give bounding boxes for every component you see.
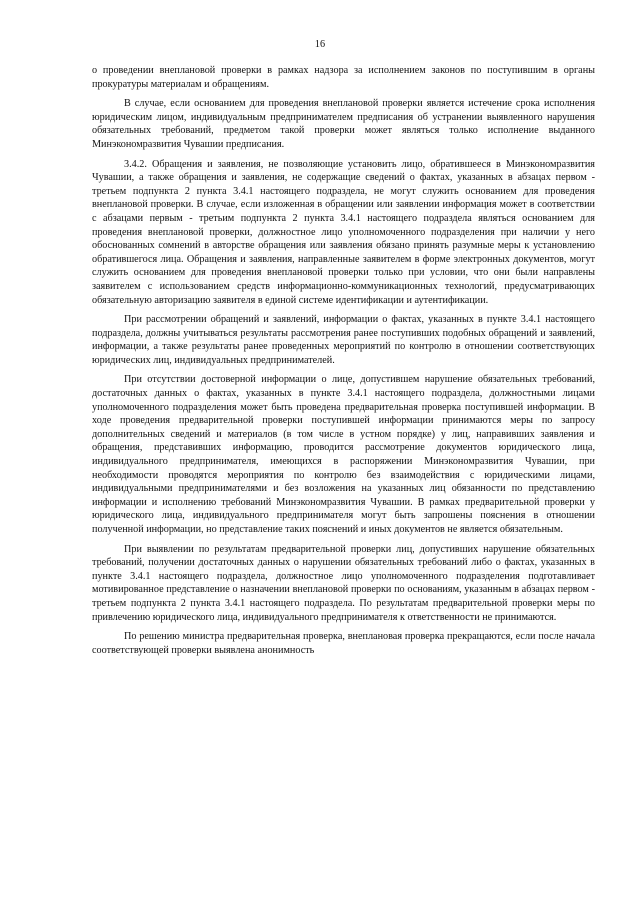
paragraph: о проведении внеплановой проверки в рамках надзора за исполнением законов по поступившим в органы прокуратуры материалам и обращениям. [92, 65, 595, 90]
document-body [92, 64, 595, 663]
paragraph: При рассмотрении обращений и заявлений, информации о фактах, указанных в пункте 3.4.1 настоящего подраздела, должны учитываться результаты рассмотрения ранее поступивших подобных обращений и заявлений, информации, а также результаты ранее проведенных мероприятий по контролю в отношении соответствующих юридических лиц, индивидуальных предпринимателей. [92, 314, 595, 366]
paragraph: При выявлении по результатам предварительной проверки лиц, допустивших нарушение обязательных требований, получении достаточных данных о нарушении обязательных требований либо о фактах, указанных в пункте 3.4.1 настоящего подраздела, должностное лицо уполномоченного подразделения подготавливает мотивированное представление о назначении внеплановой проверки по основаниям, указанным в абзацах первом - третьем подпункта 2 пункта 3.4.1 настоящего подраздела. По результатам предварительной проверки меры по привлечению юридического лица, индивидуального предпринимателя к ответственности не принимаются. [92, 543, 595, 623]
page-number: 16 [314, 39, 326, 50]
paragraph: 3.4.2. Обращения и заявления, не позволяющие установить лицо, обратившееся в Минэкономразвития Чувашии, а также обращения и заявления, не содержащие сведений о фактах, указанных в абзацах первом - третьем подпункта 2 пункта 3.4.1 настоящего подраздела, не могут служить основанием для проведения внеплановой проверки. В случае, если изложенная в обращении или заявлении информация может в соответствии с абзацами первым - третьим подпункта 2 пункта 3.4.1 настоящего подраздела являться основанием для проведения внеплановой проверки, должностное лицо уполномоченного подразделения при наличии у него обоснованных сомнений в авторстве обращения или заявления обязано принять разумные меры к установлению обратившегося лица. Обращения и заявления, направленные заявителем в форме электронных документов, могут служить основанием для проведения внеплановой проверки только при условии, что они были направлены заявителем с использованием средств информационно-коммуникационных технологий, предусматривающих обязательную авторизацию заявителя в единой системе идентификации и аутентификации. [92, 158, 595, 306]
paragraph: В случае, если основанием для проведения внеплановой проверки является истечение срока исполнения юридическим лицом, индивидуальным предпринимателем предписания об устранении выявленного нарушения обязательных требований, предметом такой проверки может являться только исполнение выданного Минэкономразвития Чувашии предписания. [92, 98, 595, 150]
paragraph: При отсутствии достоверной информации о лице, допустившем нарушение обязательных требований, достаточных данных о фактах, указанных в пункте 3.4.1 настоящего подраздела, должностными лицами уполномоченного подразделения может быть проведена предварительная проверка поступившей информации. В ходе проведения предварительной проверки поступившей информации принимаются меры по запросу дополнительных сведений и материалов (в том числе в устном порядке) у лиц, направивших заявления и обращения, представивших информацию, проводится рассмотрение документов юридического лица, индивидуального предпринимателя, имеющихся в распоряжении Минэкономразвития Чувашии, при необходимости проводятся мероприятия по контролю без взаимодействия с юридическими лицами, индивидуальными предпринимателями и без возложения на указанных лиц обязанности по представлению информации и исполнению требований Минэкономразвития Чувашии. В рамках предварительной проверки у юридического лица, индивидуального предпринимателя могут быть запрошены пояснения в отношении полученной информации, но представление таких пояснений и иных документов не является обязательным. [92, 374, 595, 535]
paragraph: По решению министра предварительная проверка, внеплановая проверка прекращаются, если после начала соответствующей проверки выявлена анонимность [92, 631, 595, 656]
